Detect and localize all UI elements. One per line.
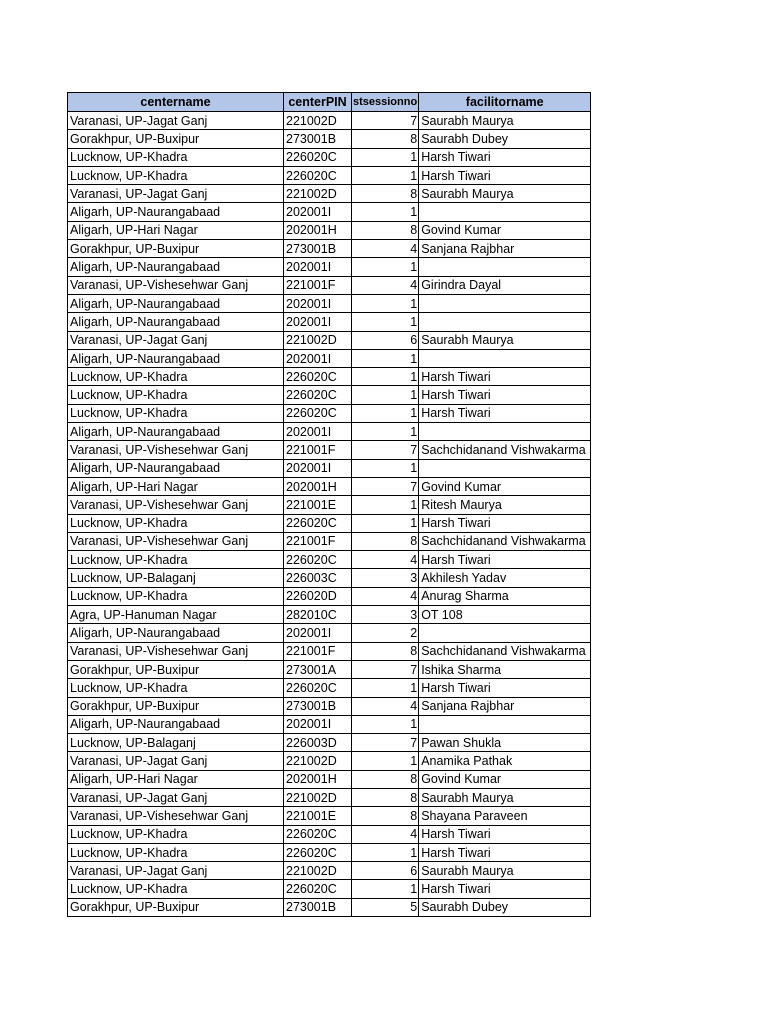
cell-centerpin: 226020C xyxy=(284,368,352,386)
header-row xyxy=(68,93,591,112)
cell-centerpin: 226003D xyxy=(284,734,352,752)
cell-facilitorname xyxy=(419,294,591,312)
cell-stsessionno: 3 xyxy=(352,569,419,587)
cell-facilitorname: Saurabh Maurya xyxy=(419,788,591,806)
cell-facilitorname: Harsh Tiwari xyxy=(419,404,591,422)
cell-centername: Varanasi, UP-Jagat Ganj xyxy=(68,112,284,130)
cell-stsessionno: 7 xyxy=(352,734,419,752)
cell-facilitorname xyxy=(419,624,591,642)
cell-stsessionno: 1 xyxy=(352,148,419,166)
cell-centername: Varanasi, UP-Jagat Ganj xyxy=(68,862,284,880)
cell-stsessionno: 1 xyxy=(352,404,419,422)
cell-centerpin: 221001E xyxy=(284,807,352,825)
cell-stsessionno: 1 xyxy=(352,514,419,532)
cell-facilitorname: Akhilesh Yadav xyxy=(419,569,591,587)
cell-stsessionno: 1 xyxy=(352,679,419,697)
cell-stsessionno: 1 xyxy=(352,349,419,367)
cell-centername: Varanasi, UP-Vishesehwar Ganj xyxy=(68,276,284,294)
cell-stsessionno: 1 xyxy=(352,313,419,331)
data-table xyxy=(67,92,591,917)
cell-centername: Lucknow, UP-Balaganj xyxy=(68,569,284,587)
cell-centerpin: 202001I xyxy=(284,294,352,312)
cell-centername: Aligarh, UP-Naurangabaad xyxy=(68,423,284,441)
cell-facilitorname xyxy=(419,258,591,276)
cell-facilitorname: Anurag Sharma xyxy=(419,587,591,605)
table-row xyxy=(68,660,591,678)
cell-stsessionno: 8 xyxy=(352,807,419,825)
cell-centername: Lucknow, UP-Khadra xyxy=(68,368,284,386)
cell-facilitorname xyxy=(419,459,591,477)
cell-centerpin: 226020C xyxy=(284,843,352,861)
cell-facilitorname: Shayana Paraveen xyxy=(419,807,591,825)
cell-stsessionno: 8 xyxy=(352,130,419,148)
cell-stsessionno: 7 xyxy=(352,441,419,459)
cell-centerpin: 221001F xyxy=(284,276,352,294)
table-row xyxy=(68,752,591,770)
table-row xyxy=(68,514,591,532)
cell-stsessionno: 7 xyxy=(352,660,419,678)
table-row xyxy=(68,368,591,386)
table-row xyxy=(68,551,591,569)
cell-stsessionno: 8 xyxy=(352,532,419,550)
cell-facilitorname: Harsh Tiwari xyxy=(419,166,591,184)
table-row xyxy=(68,496,591,514)
cell-facilitorname: Harsh Tiwari xyxy=(419,148,591,166)
cell-centerpin: 226020C xyxy=(284,166,352,184)
cell-stsessionno: 1 xyxy=(352,368,419,386)
table-row xyxy=(68,477,591,495)
cell-centername: Lucknow, UP-Khadra xyxy=(68,148,284,166)
cell-facilitorname: Harsh Tiwari xyxy=(419,514,591,532)
table-row xyxy=(68,331,591,349)
cell-centerpin: 226020C xyxy=(284,404,352,422)
cell-centername: Aligarh, UP-Naurangabaad xyxy=(68,294,284,312)
cell-stsessionno: 6 xyxy=(352,331,419,349)
table-row xyxy=(68,715,591,733)
table-row xyxy=(68,112,591,130)
cell-centername: Varanasi, UP-Vishesehwar Ganj xyxy=(68,496,284,514)
cell-facilitorname xyxy=(419,313,591,331)
cell-stsessionno: 8 xyxy=(352,770,419,788)
table-row xyxy=(68,166,591,184)
cell-centername: Gorakhpur, UP-Buxipur xyxy=(68,130,284,148)
cell-centername: Lucknow, UP-Khadra xyxy=(68,404,284,422)
cell-centerpin: 273001B xyxy=(284,240,352,258)
cell-centerpin: 202001I xyxy=(284,624,352,642)
cell-facilitorname: Harsh Tiwari xyxy=(419,880,591,898)
cell-centerpin: 221001F xyxy=(284,642,352,660)
cell-stsessionno: 1 xyxy=(352,715,419,733)
cell-centerpin: 226003C xyxy=(284,569,352,587)
cell-facilitorname: Ishika Sharma xyxy=(419,660,591,678)
table-row xyxy=(68,459,591,477)
cell-facilitorname xyxy=(419,203,591,221)
cell-facilitorname xyxy=(419,423,591,441)
cell-centername: Lucknow, UP-Khadra xyxy=(68,587,284,605)
table-row xyxy=(68,423,591,441)
cell-facilitorname: Harsh Tiwari xyxy=(419,843,591,861)
cell-facilitorname: Harsh Tiwari xyxy=(419,368,591,386)
cell-stsessionno: 4 xyxy=(352,551,419,569)
cell-centerpin: 202001H xyxy=(284,770,352,788)
table-row xyxy=(68,240,591,258)
cell-centerpin: 221002D xyxy=(284,788,352,806)
table-row xyxy=(68,441,591,459)
table-row xyxy=(68,569,591,587)
cell-stsessionno: 1 xyxy=(352,166,419,184)
table-row xyxy=(68,880,591,898)
table-row xyxy=(68,386,591,404)
cell-facilitorname: Sachchidanand Vishwakarma xyxy=(419,642,591,660)
cell-stsessionno: 1 xyxy=(352,203,419,221)
cell-centername: Aligarh, UP-Hari Nagar xyxy=(68,477,284,495)
cell-stsessionno: 1 xyxy=(352,843,419,861)
cell-centerpin: 226020C xyxy=(284,825,352,843)
cell-centername: Varanasi, UP-Jagat Ganj xyxy=(68,185,284,203)
cell-stsessionno: 4 xyxy=(352,240,419,258)
cell-facilitorname: OT 108 xyxy=(419,606,591,624)
cell-centerpin: 226020D xyxy=(284,587,352,605)
cell-facilitorname: Govind Kumar xyxy=(419,477,591,495)
cell-stsessionno: 1 xyxy=(352,496,419,514)
cell-centerpin: 273001B xyxy=(284,697,352,715)
cell-centername: Lucknow, UP-Khadra xyxy=(68,514,284,532)
cell-centername: Aligarh, UP-Hari Nagar xyxy=(68,221,284,239)
cell-stsessionno: 6 xyxy=(352,862,419,880)
table-row xyxy=(68,130,591,148)
table-row xyxy=(68,898,591,916)
cell-centername: Varanasi, UP-Jagat Ganj xyxy=(68,331,284,349)
table-row xyxy=(68,697,591,715)
cell-centerpin: 273001B xyxy=(284,130,352,148)
cell-centerpin: 226020C xyxy=(284,880,352,898)
cell-facilitorname: Saurabh Dubey xyxy=(419,130,591,148)
cell-stsessionno: 1 xyxy=(352,258,419,276)
cell-centername: Lucknow, UP-Khadra xyxy=(68,386,284,404)
cell-centerpin: 226020C xyxy=(284,148,352,166)
cell-stsessionno: 2 xyxy=(352,624,419,642)
cell-centerpin: 221001F xyxy=(284,532,352,550)
table-row xyxy=(68,587,591,605)
cell-centername: Aligarh, UP-Hari Nagar xyxy=(68,770,284,788)
cell-centerpin: 226020C xyxy=(284,551,352,569)
cell-facilitorname: Sanjana Rajbhar xyxy=(419,697,591,715)
cell-centername: Aligarh, UP-Naurangabaad xyxy=(68,459,284,477)
table-row xyxy=(68,862,591,880)
table-row xyxy=(68,770,591,788)
cell-centername: Varanasi, UP-Vishesehwar Ganj xyxy=(68,807,284,825)
cell-facilitorname: Harsh Tiwari xyxy=(419,679,591,697)
table-row xyxy=(68,294,591,312)
cell-centername: Lucknow, UP-Khadra xyxy=(68,825,284,843)
cell-centerpin: 282010C xyxy=(284,606,352,624)
cell-centerpin: 202001I xyxy=(284,258,352,276)
table-row xyxy=(68,843,591,861)
cell-facilitorname: Saurabh Maurya xyxy=(419,331,591,349)
cell-facilitorname: Saurabh Maurya xyxy=(419,185,591,203)
cell-stsessionno: 8 xyxy=(352,788,419,806)
cell-centername: Aligarh, UP-Naurangabaad xyxy=(68,258,284,276)
table-row xyxy=(68,788,591,806)
table-row xyxy=(68,807,591,825)
table-row xyxy=(68,276,591,294)
cell-centerpin: 221002D xyxy=(284,185,352,203)
cell-facilitorname: Sachchidanand Vishwakarma xyxy=(419,441,591,459)
cell-stsessionno: 4 xyxy=(352,697,419,715)
cell-facilitorname: Girindra Dayal xyxy=(419,276,591,294)
table-row xyxy=(68,679,591,697)
cell-facilitorname: Harsh Tiwari xyxy=(419,551,591,569)
cell-centername: Gorakhpur, UP-Buxipur xyxy=(68,697,284,715)
cell-stsessionno: 1 xyxy=(352,386,419,404)
table-row xyxy=(68,624,591,642)
cell-stsessionno: 4 xyxy=(352,825,419,843)
cell-centerpin: 226020C xyxy=(284,679,352,697)
cell-centerpin: 221002D xyxy=(284,331,352,349)
cell-centername: Varanasi, UP-Vishesehwar Ganj xyxy=(68,642,284,660)
cell-centername: Lucknow, UP-Khadra xyxy=(68,551,284,569)
table-row xyxy=(68,221,591,239)
cell-centername: Aligarh, UP-Naurangabaad xyxy=(68,349,284,367)
cell-centerpin: 226020C xyxy=(284,386,352,404)
cell-stsessionno: 1 xyxy=(352,294,419,312)
cell-centername: Varanasi, UP-Jagat Ganj xyxy=(68,788,284,806)
cell-facilitorname: Saurabh Maurya xyxy=(419,862,591,880)
cell-stsessionno: 8 xyxy=(352,185,419,203)
header-stsessionno: stsessionno xyxy=(352,93,419,112)
cell-centername: Lucknow, UP-Khadra xyxy=(68,843,284,861)
cell-facilitorname: Saurabh Dubey xyxy=(419,898,591,916)
cell-centerpin: 273001B xyxy=(284,898,352,916)
table-row xyxy=(68,606,591,624)
cell-centername: Varanasi, UP-Jagat Ganj xyxy=(68,752,284,770)
cell-centername: Gorakhpur, UP-Buxipur xyxy=(68,660,284,678)
table-row xyxy=(68,642,591,660)
cell-centername: Varanasi, UP-Vishesehwar Ganj xyxy=(68,532,284,550)
table-body xyxy=(68,112,591,917)
cell-facilitorname: Anamika Pathak xyxy=(419,752,591,770)
cell-stsessionno: 5 xyxy=(352,898,419,916)
cell-stsessionno: 1 xyxy=(352,880,419,898)
cell-centerpin: 202001I xyxy=(284,423,352,441)
cell-centerpin: 221001F xyxy=(284,441,352,459)
cell-facilitorname xyxy=(419,715,591,733)
cell-stsessionno: 3 xyxy=(352,606,419,624)
cell-stsessionno: 7 xyxy=(352,477,419,495)
cell-facilitorname: Saurabh Maurya xyxy=(419,112,591,130)
cell-stsessionno: 1 xyxy=(352,459,419,477)
cell-centerpin: 226020C xyxy=(284,514,352,532)
cell-centername: Varanasi, UP-Vishesehwar Ganj xyxy=(68,441,284,459)
cell-centerpin: 202001I xyxy=(284,313,352,331)
cell-centername: Aligarh, UP-Naurangabaad xyxy=(68,313,284,331)
cell-facilitorname: Harsh Tiwari xyxy=(419,825,591,843)
cell-centername: Lucknow, UP-Balaganj xyxy=(68,734,284,752)
cell-centerpin: 202001I xyxy=(284,349,352,367)
cell-stsessionno: 4 xyxy=(352,276,419,294)
cell-stsessionno: 7 xyxy=(352,112,419,130)
header-centername: centername xyxy=(68,93,284,112)
cell-facilitorname: Govind Kumar xyxy=(419,221,591,239)
table-row xyxy=(68,825,591,843)
cell-centerpin: 221002D xyxy=(284,862,352,880)
cell-centerpin: 221002D xyxy=(284,112,352,130)
cell-centerpin: 221001E xyxy=(284,496,352,514)
table-row xyxy=(68,258,591,276)
table-row xyxy=(68,532,591,550)
cell-centername: Lucknow, UP-Khadra xyxy=(68,880,284,898)
cell-stsessionno: 1 xyxy=(352,752,419,770)
cell-centername: Lucknow, UP-Khadra xyxy=(68,166,284,184)
cell-facilitorname xyxy=(419,349,591,367)
header-facilitorname: facilitorname xyxy=(419,93,591,112)
cell-facilitorname: Sachchidanand Vishwakarma xyxy=(419,532,591,550)
cell-centername: Gorakhpur, UP-Buxipur xyxy=(68,240,284,258)
cell-centerpin: 202001I xyxy=(284,203,352,221)
cell-facilitorname: Govind Kumar xyxy=(419,770,591,788)
cell-facilitorname: Harsh Tiwari xyxy=(419,386,591,404)
cell-centerpin: 221002D xyxy=(284,752,352,770)
cell-stsessionno: 8 xyxy=(352,642,419,660)
cell-stsessionno: 4 xyxy=(352,587,419,605)
cell-stsessionno: 1 xyxy=(352,423,419,441)
cell-centername: Aligarh, UP-Naurangabaad xyxy=(68,624,284,642)
table-row xyxy=(68,313,591,331)
cell-centerpin: 202001H xyxy=(284,221,352,239)
table-row xyxy=(68,185,591,203)
cell-centerpin: 202001I xyxy=(284,459,352,477)
table-row xyxy=(68,203,591,221)
table-row xyxy=(68,349,591,367)
table-row xyxy=(68,404,591,422)
cell-centerpin: 202001I xyxy=(284,715,352,733)
table-row xyxy=(68,734,591,752)
cell-centerpin: 202001H xyxy=(284,477,352,495)
header-centerpin: centerPIN xyxy=(284,93,352,112)
cell-stsessionno: 8 xyxy=(352,221,419,239)
table-row xyxy=(68,148,591,166)
cell-centername: Lucknow, UP-Khadra xyxy=(68,679,284,697)
cell-facilitorname: Sanjana Rajbhar xyxy=(419,240,591,258)
cell-facilitorname: Pawan Shukla xyxy=(419,734,591,752)
cell-facilitorname: Ritesh Maurya xyxy=(419,496,591,514)
cell-centerpin: 273001A xyxy=(284,660,352,678)
cell-centername: Agra, UP-Hanuman Nagar xyxy=(68,606,284,624)
cell-centername: Gorakhpur, UP-Buxipur xyxy=(68,898,284,916)
cell-centername: Aligarh, UP-Naurangabaad xyxy=(68,715,284,733)
cell-centername: Aligarh, UP-Naurangabaad xyxy=(68,203,284,221)
